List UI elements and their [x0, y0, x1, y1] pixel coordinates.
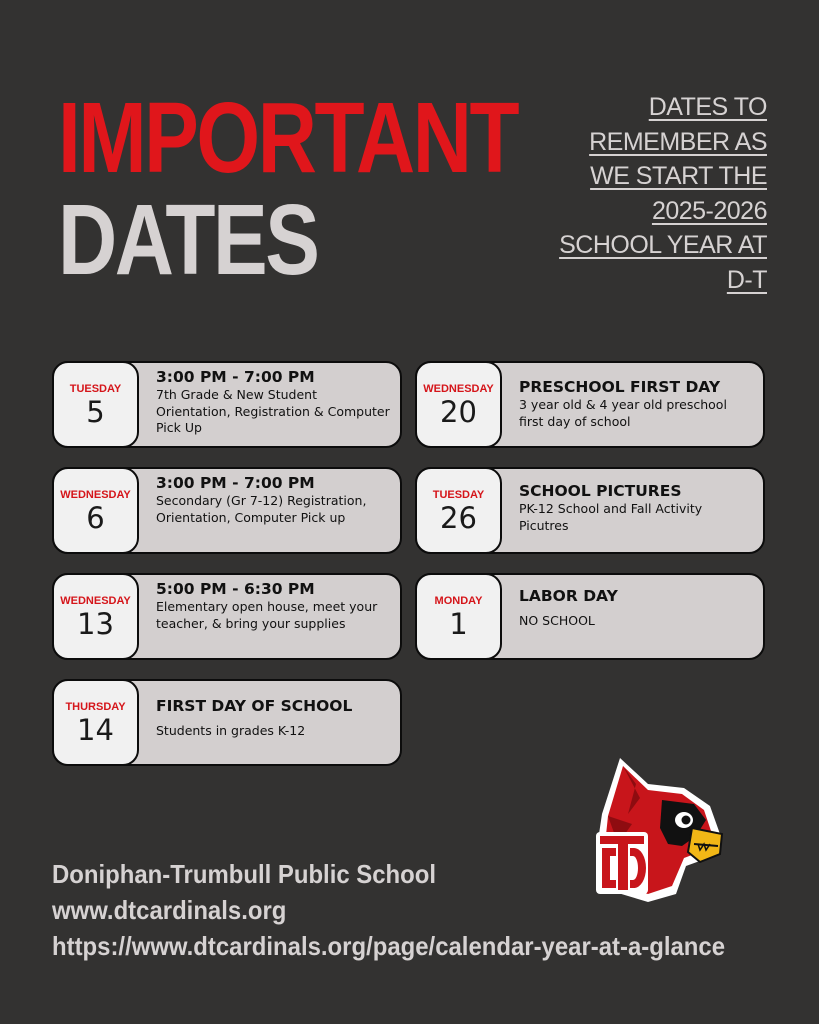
day-number: 5	[86, 395, 105, 429]
event-description: NO SCHOOL	[519, 613, 595, 628]
event-details	[519, 481, 755, 534]
subtitle-line: WE START THE	[590, 162, 767, 190]
day-number: 1	[449, 607, 468, 641]
event-card-aug-14	[52, 679, 402, 766]
event-details	[519, 377, 755, 430]
subtitle-line: DATES TO	[648, 93, 767, 121]
event-description: Students in grades K-12	[156, 723, 306, 738]
website-link[interactable]: www.dtcardinals.org	[52, 895, 287, 925]
event-details	[156, 367, 392, 437]
event-card-aug-26	[415, 467, 765, 554]
cardinal-logo-icon	[588, 754, 728, 904]
day-number: 26	[440, 501, 477, 535]
event-title: SCHOOL PICTURES	[519, 482, 682, 500]
event-card-aug-5	[52, 361, 402, 448]
event-description: 3 year old & 4 year old preschool first day of school	[519, 397, 727, 429]
event-title: 5:00 PM - 6:30 PM	[156, 580, 315, 598]
event-title: 3:00 PM - 7:00 PM	[156, 368, 315, 386]
day-name: WEDNESDAY	[60, 595, 131, 607]
event-details	[519, 586, 755, 630]
school-name: Doniphan-Trumbull Public School	[52, 859, 437, 889]
date-box	[52, 361, 139, 448]
event-card-aug-13	[52, 573, 402, 660]
event-card-sep-1	[415, 573, 765, 660]
day-name: TUESDAY	[432, 489, 485, 501]
event-description: Secondary (Gr 7-12) Registration, Orientation, Computer Pick up	[156, 493, 367, 525]
event-description: Elementary open house, meet your teacher, & bring your supplies	[156, 599, 378, 631]
date-box	[52, 573, 139, 660]
date-box	[415, 573, 502, 660]
date-box	[415, 467, 502, 554]
event-title: FIRST DAY OF SCHOOL	[156, 697, 353, 715]
event-details	[156, 696, 392, 740]
date-box	[52, 467, 139, 554]
event-card-aug-6	[52, 467, 402, 554]
event-card-aug-20	[415, 361, 765, 448]
title-important: IMPORTANT	[58, 82, 518, 194]
event-description: PK-12 School and Fall Activity Picutres	[519, 501, 703, 533]
event-description: 7th Grade & New Student Orientation, Registration & Computer Pick Up	[156, 387, 390, 435]
event-title: LABOR DAY	[519, 587, 618, 605]
day-name: THURSDAY	[65, 701, 126, 713]
day-number: 20	[440, 395, 477, 429]
event-details	[156, 473, 392, 526]
subtitle-line: D-T	[726, 265, 767, 294]
calendar-link[interactable]: https://www.dtcardinals.org/page/calendar-year-at-a-glance	[52, 931, 726, 961]
day-number: 13	[77, 607, 114, 641]
day-number: 14	[77, 713, 114, 747]
date-box	[52, 679, 139, 766]
event-details	[156, 579, 392, 632]
event-title: 3:00 PM - 7:00 PM	[156, 474, 315, 492]
subtitle-line: REMEMBER AS	[589, 127, 767, 156]
day-name: WEDNESDAY	[423, 383, 494, 395]
date-box	[415, 361, 502, 448]
day-number: 6	[86, 501, 105, 535]
subtitle-line: SCHOOL YEAR AT	[559, 231, 767, 259]
subtitle-line: 2025-2026	[651, 196, 767, 225]
day-name: MONDAY	[434, 595, 483, 607]
title-dates: DATES	[58, 184, 318, 296]
event-title: PRESCHOOL FIRST DAY	[519, 378, 721, 396]
day-name: TUESDAY	[69, 383, 122, 395]
subtitle	[507, 90, 767, 297]
day-name: WEDNESDAY	[60, 489, 131, 501]
